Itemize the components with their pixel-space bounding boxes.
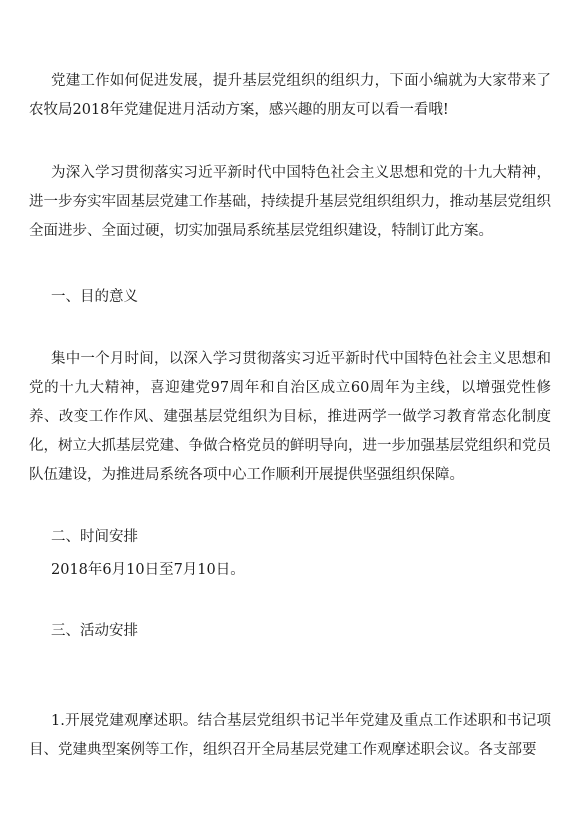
- section-heading-activities: 三、活动安排: [51, 623, 138, 639]
- section-body-schedule: 2018年6月10日至7月10日。: [51, 562, 245, 578]
- preamble-paragraph: 为深入学习贯彻落实习近平新时代中国特色社会主义思想和党的十九大精神，进一步夯实牢固基层党建工作基础，持续提升基层党组织组织力，推动基层党组织全面进步、全面过硬，切实加强局系统基层党组织建设，特制订此方案。: [29, 165, 551, 239]
- section-body-purpose: 集中一个月时间，以深入学习贯彻落实习近平新时代中国特色社会主义思想和党的十九大精神，喜迎建党97周年和自治区成立60周年为主线，以增强党性修养、改变工作作风、建强基层党组织为目标，推进两学一做学习教育常态化制度化，树立大抓基层党建、争做合格党员的鲜明导向，进一步加强基层党组织和党员队伍建设，为推进局系统各项中心工作顺利开展提供坚强组织保障。: [29, 351, 551, 483]
- section-heading-schedule: 二、时间安排: [51, 529, 138, 545]
- intro-paragraph: 党建工作如何促进发展，提升基层党组织的组织力，下面小编就为大家带来了农牧局2018年党建促进月活动方案，感兴趣的朋友可以看一看哦!: [29, 73, 551, 118]
- section-heading-purpose: 一、目的意义: [51, 289, 138, 305]
- section-body-activities: 1.开展党建观摩述职。结合基层党组织书记半年党建及重点工作述职和书记项目、党建典型案例等工作，组织召开全局基层党建工作观摩述职会议。各支部要: [29, 713, 551, 758]
